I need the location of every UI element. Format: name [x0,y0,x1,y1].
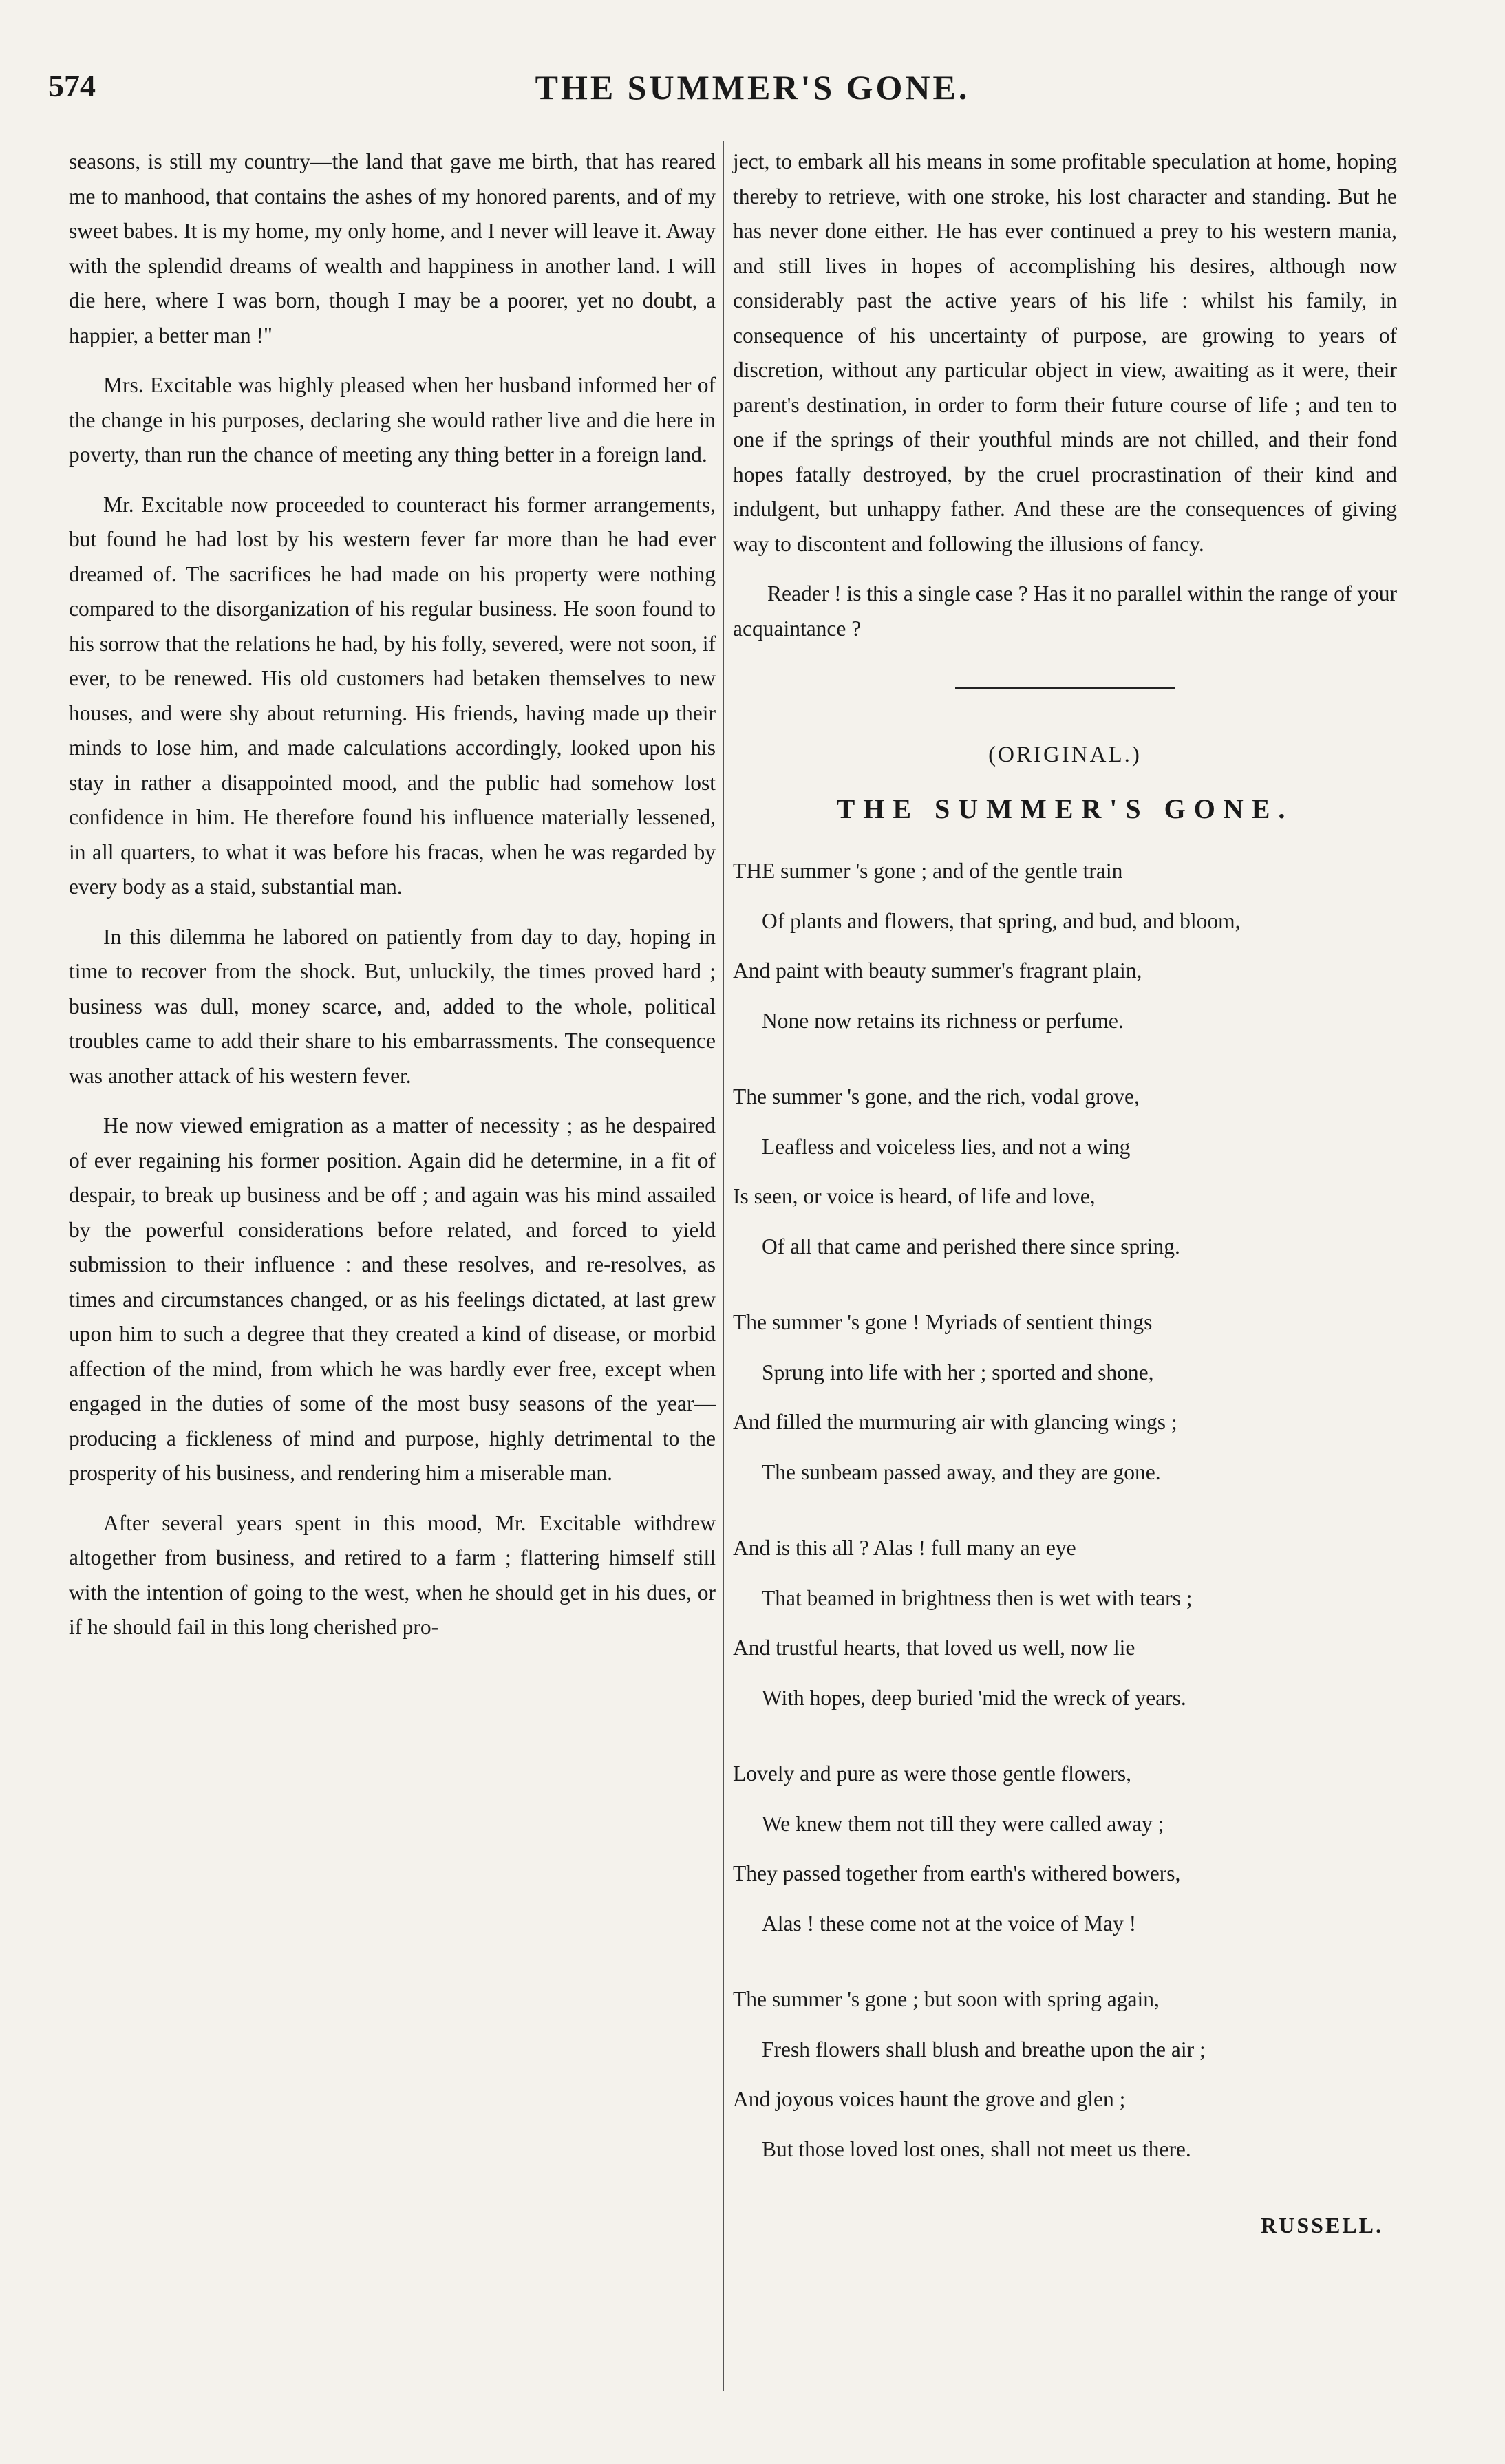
left-column [69,144,716,1660]
paragraph: After several years spent in this mood, Mr. Excitable withdrew altogether from business, and retired to a farm ; flattering himself still with the intention of going to the west, when he should get in his dues, or if he should fail in this long cherished pro- [69,1510,716,1639]
paragraph: In this dilemma he labored on patiently from day to day, hoping in time to recover from the shock. But, unluckily, the times proved hard ; business was dull, money scarce, and, added to the whole, political troubles came to add their share to his embarrassments. The consequence was another attack of his western fever. [69,924,716,1088]
poem-line: That beamed in brightness then is wet with tears ; [762,1585,1193,1610]
paragraph: ject, to embark all his means in some profitable speculation at home, hoping thereby to retrieve, with one stroke, his lost character and standing. But he has never done either. He has ever continued a prey to his western mania, and still lives in hopes of accomplishing his desires, although now considerably past the active years of his life : whilst his family, in consequence of his uncertainty of purpose, are growing to years of discretion, without any particular object in view, awaiting as it were, their parent's destination, in order to form their future course of life ; and ten to one if the springs of their youthful minds are not chilled, and their fond hopes fatally destroyed, by the cruel procrastination of their kind and indulgent, but unhappy father. And these are the consequences of giving way to discontent and following the illusions of fancy. [733,149,1397,556]
poem-stanza [733,1982,1397,2167]
poem-line: We knew them not till they were called away ; [762,1811,1164,1836]
poem-line: Fresh flowers shall blush and breathe upon the air ; [762,2037,1206,2061]
poem-line: The sunbeam passed away, and they are gone. [762,1459,1161,1484]
page-number: 574 [48,68,96,103]
poem-line: With hopes, deep buried 'mid the wreck of years. [762,1685,1186,1710]
poem-line: But those loved lost ones, shall not meet us there. [762,2136,1191,2161]
poem-line: And is this all ? Alas ! full many an eye [733,1536,1076,1560]
paragraph: Mr. Excitable now proceeded to counteract his former arrangements, but found he had lost by his western fever far more than he had ever dreamed of. The sacrifices he had made on his property were nothing compared to the disorganization of his regular business. He soon found to his sorrow that the relations he had, by his folly, severed, were not soon, if ever, to be renewed. His old customers had betaken themselves to new houses, and were shy about returning. His friends, having made up their minds to lose him, and made calculations accordingly, looked upon his stay in rather a disappointed mood, and the public had somehow lost confidence in him. He therefore found his influence materially lessened, in all quarters, to what it was before his fracas, when he was regarded by every body as a staid, substantial man. [69,492,716,899]
poem-signature: RUSSELL. [1261,2213,1383,2238]
poem-stanza [733,1757,1397,1941]
poem-line: Leafless and voiceless lies, and not a wing [762,1134,1131,1159]
poem-stanza [733,1080,1397,1264]
poem-line: The summer 's gone ! Myriads of sentient things [733,1310,1153,1334]
poem-line: None now retains its richness or perfume. [762,1008,1124,1033]
poem-line: Of plants and flowers, that spring, and bud, and bloom, [762,908,1241,933]
poem-line: The summer 's gone, and the rich, vodal grove, [733,1084,1140,1108]
running-title: THE SUMMER'S GONE. [535,68,970,107]
poem-title: THE SUMMER'S GONE. [836,793,1294,824]
poem-line: They passed together from earth's withered bowers, [733,1861,1181,1885]
poem-line: And joyous voices haunt the grove and glen ; [733,2087,1126,2111]
poem-line: Sprung into life with her ; sported and shone, [762,1360,1154,1384]
paragraph: Reader ! is this a single case ? Has it no parallel within the range of your acquaintance ? [733,581,1397,641]
page-header [0,67,1505,129]
poem-stanza [733,854,1397,1038]
paragraph: seasons, is still my country—the land that gave me birth, that has reared me to manhood, that contains the ashes of my honored parents, and of my sweet babes. It is my home, my only home, and I never will leave it. Away with the splendid dreams of wealth and happiness in another land. I will die here, where I was born, though I may be a poorer, yet no doubt, a happier, a better man !" [69,149,716,347]
poem-line: Is seen, or voice is heard, of life and love, [733,1184,1096,1208]
poem-line: And trustful hearts, that loved us well, now lie [733,1636,1135,1660]
section-divider [955,687,1175,689]
poem-stanza [733,1305,1397,1490]
paragraph: Mrs. Excitable was highly pleased when her husband informed her of the change in his purposes, declaring she would rather live and die here in poverty, than run the chance of meeting any thing better in a foreign land. [69,373,716,467]
poem-line: THE summer 's gone ; and of the gentle train [733,859,1123,883]
right-column [733,144,1397,2243]
poem-line: And paint with beauty summer's fragrant plain, [733,958,1142,983]
paragraph: He now viewed emigration as a matter of necessity ; as he despaired of ever regaining his former position. Again did he determine, in a fit of despair, to break up business and be off ; and again was his mind assailed by the powerful considerations before related, and forced to yield submission to their influence : and these resolves, and re-resolves, as times and circumstances changed, or as his feelings dictated, at last grew upon him to such a degree that they created a kind of disease, or morbid affection of the mind, from which he was hardly ever free, except when engaged in the duties of some of the most busy seasons of the year—producing a fickleness of mind and purpose, highly detrimental to the prosperity of his business, and rendering him a miserable man. [69,1113,716,1485]
poem-line: And filled the murmuring air with glancing wings ; [733,1410,1177,1434]
poem-line: Alas ! these come not at the voice of May ! [762,1911,1137,1936]
poem-stanza [733,1531,1397,1715]
poem-line: Lovely and pure as were those gentle flowers, [733,1761,1132,1786]
poem-line: The summer 's gone ; but soon with spring again, [733,1987,1160,2011]
poem-line: Of all that came and perished there since spring. [762,1234,1180,1258]
column-divider [723,141,724,2391]
poem-label: (ORIGINAL.) [988,742,1142,767]
